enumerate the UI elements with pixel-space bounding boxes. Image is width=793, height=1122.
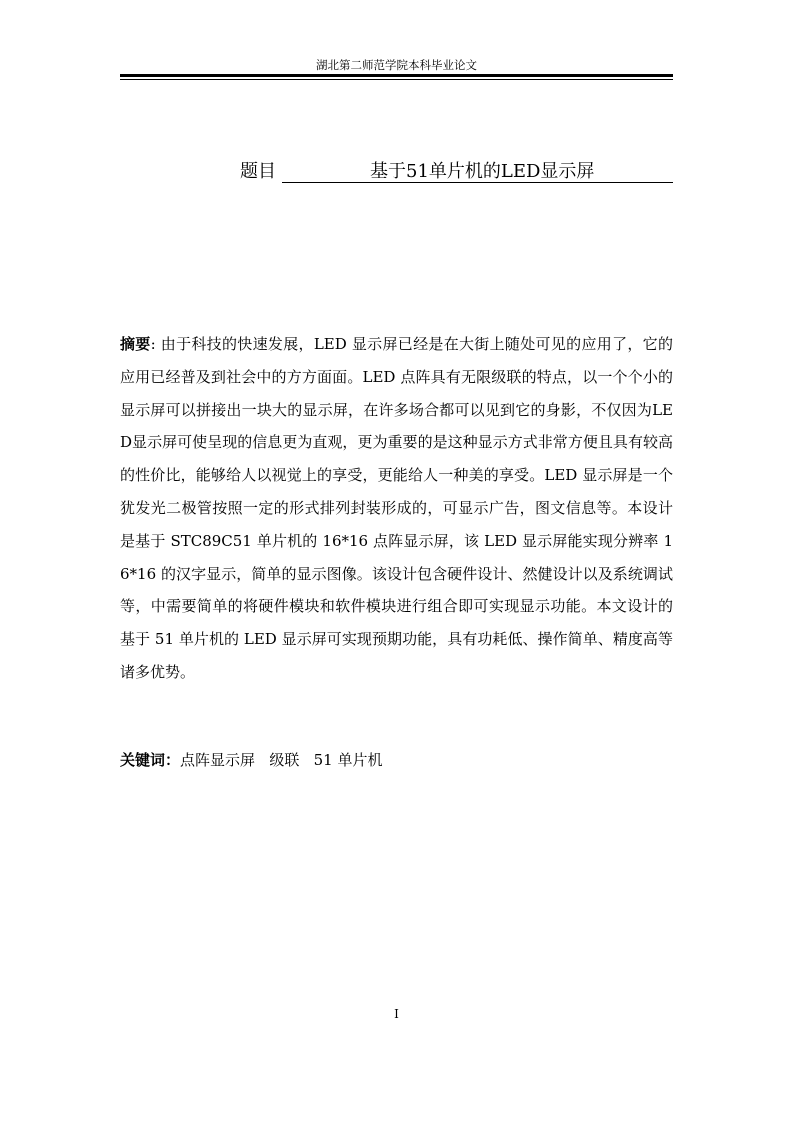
page-number: I <box>394 1007 399 1021</box>
abstract-text: 由于科技的快速发展，LED 显示屏已经是在大街上随处可见的应用了，它的应用已经普及到社会中的方方面面。LED 点阵具有无限级联的特点，以一个个小的显示屏可以拼接出一块大的显示屏，在许多场合都可以见到它的身影，不仅因为LED显示屏可使呈现的信息更为直观，更为重要的是这种显示方式非常方便且具有较高的性价比，能够给人以视觉上的享受，更能给人一种美的享受。LED 显示屏是一个犹发光二极管按照一定的形式排列封装形成的，可显示广告，图文信息等。本设计是基于 STC89C51 单片机的 16*16 点阵显示屏，该 LED 显示屏能实现分辨率 16*16 的汉字显示，简单的显示图像。该设计包含硬件设计、然健设计以及系统调试等，中需要简单的将硬件模块和软件模块进行组合即可实现显示功能。本文设计的基于 51 单片机的 LED 显示屏可实现预期功能，具有功耗低、操作简单、精度高等诸多优势。 <box>120 335 673 681</box>
subject-label: 题目 <box>240 161 276 182</box>
thesis-title: 基于51单片机的LED显示屏 <box>370 161 595 182</box>
abstract-label: 摘要 <box>120 335 151 353</box>
keywords-text: 点阵显示屏 级联 51 单片机 <box>180 751 383 769</box>
header-rule-thick <box>120 74 673 77</box>
header-rule-thin <box>120 79 673 80</box>
abstract-separator: : <box>150 335 161 353</box>
keywords-label: 关键词： <box>120 751 181 769</box>
abstract-paragraph <box>120 328 673 689</box>
running-header: 湖北第二师范学院本科毕业论文 <box>316 58 477 72</box>
keywords-line <box>120 748 382 772</box>
